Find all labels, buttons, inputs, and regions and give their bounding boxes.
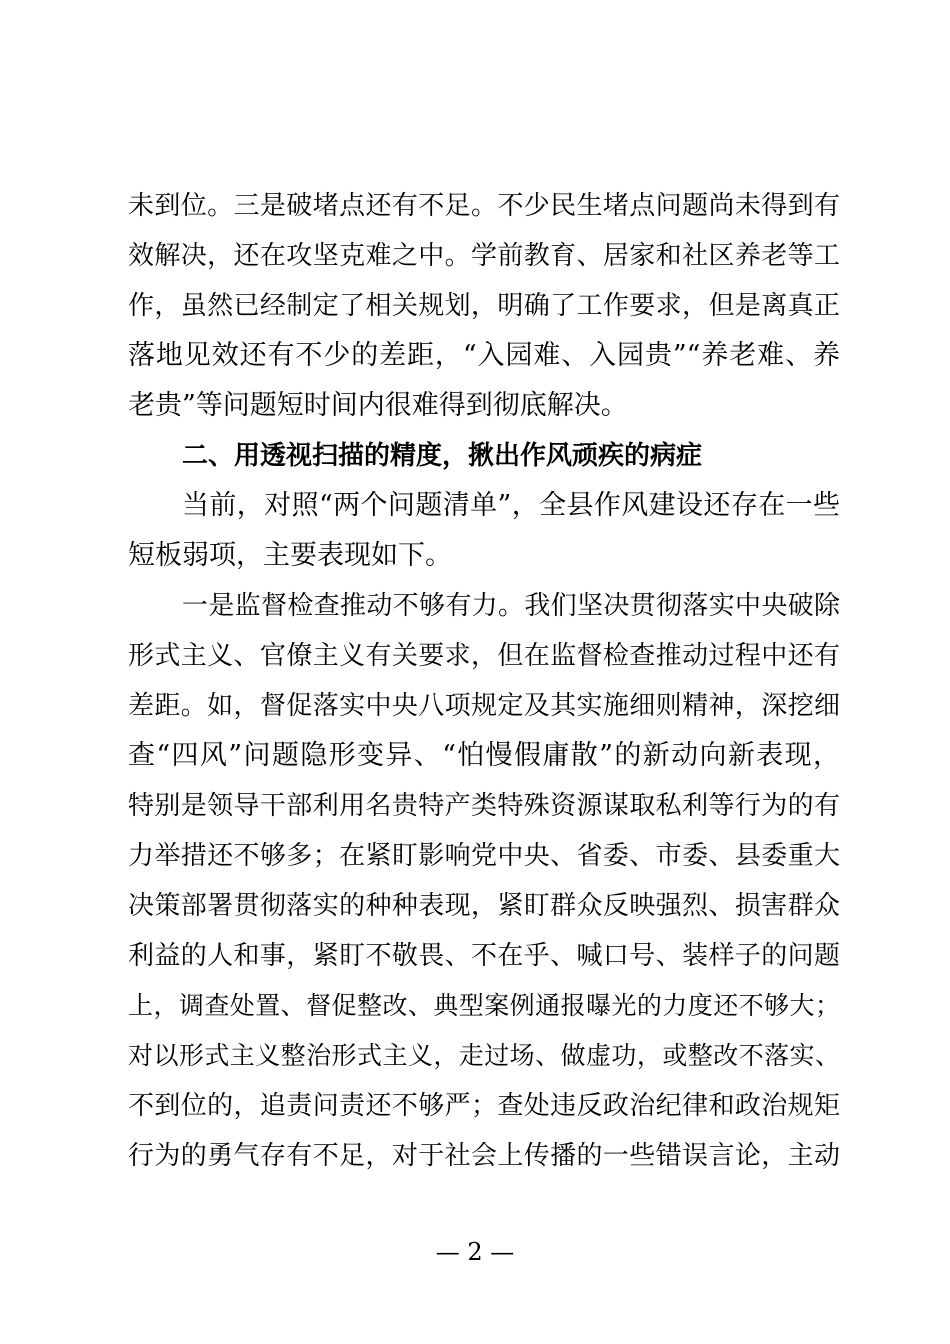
body-text-line: 当前，对照“两个问题清单”，全县作风建设还存在一些 (182, 490, 840, 521)
body-text-line: 力举措还不够多；在紧盯影响党中央、省委、市委、县委重大 (128, 841, 840, 871)
body-text-line: 上，调查处置、督促整改、典型案例通报曝光的力度还不够大； (128, 991, 840, 1020)
section-heading: 二、用透视扫描的精度，揪出作风顽疾的病症 (182, 441, 703, 471)
body-text-line: 老贵”等问题短时间内很难得到彻底解决。 (128, 390, 628, 421)
body-text-line: 对以形式主义整治形式主义，走过场、做虚功，或整改不落实、 (128, 1041, 840, 1070)
body-text-line: 短板弱项，主要表现如下。 (128, 540, 452, 571)
body-text-line: 不到位的，追责问责还不够严；查处违反政治纪律和政治规矩 (128, 1091, 840, 1121)
body-text-line: 利益的人和事，紧盯不敬畏、不在乎、喊口号、装样子的问题 (128, 941, 840, 971)
body-text-line: 行为的勇气存有不足，对于社会上传播的一些错误言论，主动 (128, 1141, 840, 1171)
body-text-line: 差距。如，督促落实中央八项规定及其实施细则精神，深挖细 (128, 691, 840, 721)
body-text-line: 特别是领导干部利用名贵特产类特殊资源谋取私利等行为的有 (128, 791, 840, 821)
body-text-line: 落地见效还有不少的差距，“入园难、入园贵”“养老难、养 (128, 340, 840, 371)
body-text-line: 决策部署贯彻落实的种种表现，紧盯群众反映强烈、损害群众 (128, 891, 840, 921)
body-text-line: 作，虽然已经制定了相关规划，明确了工作要求，但是离真正 (128, 291, 840, 321)
body-text-line: 形式主义、官僚主义有关要求，但在监督检查推动过程中还有 (128, 641, 840, 671)
page-number: — 2 — (435, 1238, 515, 1266)
body-text-line: 查“四风”问题隐形变异、“怕慢假庸散”的新动向新表现， (128, 740, 840, 771)
body-text-line: 效解决，还在攻坚克难之中。学前教育、居家和社区养老等工 (128, 241, 840, 271)
body-text-line: 一是监督检查推动不够有力。我们坚决贯彻落实中央破除 (182, 591, 840, 621)
body-text-line: 未到位。三是破堵点还有不足。不少民生堵点问题尚未得到有 (128, 191, 840, 221)
